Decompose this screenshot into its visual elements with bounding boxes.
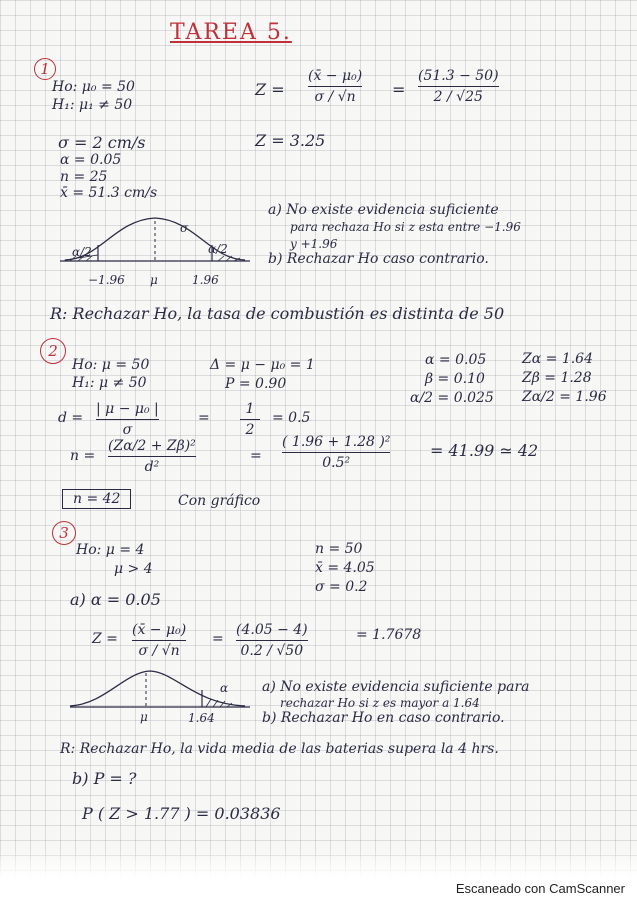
p2-d-lhs: d = (58, 410, 84, 426)
p3-z-substituted (236, 622, 308, 659)
p1-z-numerator-values: (51.3 − 50) (418, 68, 499, 84)
p3-curve-tick: 1.64 (188, 711, 215, 725)
p3-z-formula (132, 622, 186, 659)
p2-n-lhs: n = (70, 448, 96, 464)
p3-z-equals: = (212, 631, 224, 647)
p3-z-denominator: σ / √n (138, 643, 180, 659)
p2-delta: Δ = μ − μ₀ = 1 (210, 357, 315, 373)
p2-null-hypothesis: Ho: μ = 50 (72, 357, 150, 373)
p1-alt-hypothesis: H₁: μ₁ ≠ 50 (52, 97, 133, 113)
p3-z-result: = 1.7678 (356, 627, 422, 643)
p1-z-equals: = (392, 80, 406, 99)
p2-n-numerator-values: ( 1.96 + 1.28 )² (282, 434, 391, 450)
p1-n: n = 25 (60, 169, 108, 185)
p3-z-numerator-values: (4.05 − 4) (236, 622, 308, 638)
p3-xbar: x̄ = 4.05 (315, 560, 375, 576)
p1-z-substituted (418, 68, 499, 105)
p3-rule-b: b) Rechazar Ho en caso contrario. (262, 710, 505, 726)
p2-beta: β = 0.10 (425, 371, 485, 387)
p2-d-numerator: | μ − μ₀ | (96, 401, 159, 417)
p3-rule-a-line1: a) No existe evidencia suficiente para (262, 679, 530, 695)
p1-rule-b: b) Rechazar Ho caso contrario. (268, 251, 489, 267)
p3-z-denominator-values: 0.2 / √50 (240, 643, 304, 659)
p1-z-lhs: Z = (255, 80, 285, 99)
p1-rule-a-line3: y +1.96 (290, 237, 338, 251)
p1-z-formula (308, 68, 362, 105)
p3-conclusion: R: Rechazar Ho, la vida media de las baterias supera la 4 hrs. (60, 741, 499, 757)
p3-rule-a-line2: rechazar Ho si z es mayor a 1.64 (280, 696, 480, 710)
p2-n-numerator: (Zα/2 + Zβ)² (108, 438, 196, 454)
p1-alpha: α = 0.05 (60, 152, 122, 168)
p2-n-denominator: d² (144, 459, 160, 475)
p1-curve-sigma-label: σ (180, 221, 189, 235)
p2-z-alpha: Zα = 1.64 (522, 351, 593, 367)
page-title: TAREA 5. (170, 20, 292, 45)
p2-n-formula (108, 438, 196, 475)
p2-d-denominator: σ (122, 422, 133, 438)
p1-z-numerator: (x̄ − μ₀) (308, 68, 363, 84)
p3-z-lhs: Z = (92, 631, 118, 647)
p2-alpha-half: α/2 = 0.025 (410, 390, 494, 406)
p3-null-hypothesis: Ho: μ = 4 (76, 542, 145, 558)
p2-power: P = 0.90 (225, 376, 287, 392)
p2-z-alpha-half: Zα/2 = 1.96 (522, 389, 607, 405)
p2-n-result: = 41.99 ≃ 42 (430, 441, 539, 460)
p2-n-denominator-value: 0.5² (322, 455, 351, 471)
p1-z-denominator: σ / √n (314, 89, 356, 105)
p2-n-equals: = (250, 448, 262, 464)
p2-n-substituted (282, 434, 390, 471)
p3-sigma: σ = 0.2 (315, 579, 368, 595)
p3-z-numerator: (x̄ − μ₀) (132, 622, 187, 638)
p1-sigma: σ = 2 cm/s (58, 133, 146, 152)
p1-xbar: x̄ = 51.3 cm/s (60, 185, 158, 201)
p2-z-beta: Zβ = 1.28 (522, 370, 592, 386)
problem-1-number: 1 (34, 58, 56, 80)
p3-part-a-alpha: a) α = 0.05 (70, 590, 161, 609)
p3-curve-mu: μ (140, 710, 148, 724)
p3-curve-alpha-label: α (220, 681, 229, 695)
p1-curve-left-tail-label: α/2 (72, 245, 92, 259)
p2-d-equals: = (198, 410, 210, 426)
p1-conclusion: R: Rechazar Ho, la tasa de combustión es distinta de 50 (50, 304, 505, 323)
p2-alt-hypothesis: H₁: μ ≠ 50 (72, 375, 147, 391)
p2-d-numerator-value: 1 (245, 401, 255, 417)
p1-curve-right-tick: 1.96 (192, 273, 219, 287)
p2-d-result: = 0.5 (272, 410, 311, 426)
problem-3-number: 3 (52, 521, 76, 545)
scanner-watermark: Escaneado con CamScanner (455, 881, 625, 896)
p3-probability: P ( Z > 1.77 ) = 0.03836 (82, 804, 281, 823)
problem-2-number: 2 (40, 338, 66, 364)
p1-curve-left-tick: −1.96 (88, 273, 125, 287)
p1-curve-right-tail-label: α/2 (208, 242, 228, 256)
scanner-footer (0, 878, 637, 899)
p3-alt-hypothesis: μ > 4 (114, 561, 153, 577)
p1-rule-a-line1: a) No existe evidencia suficiente (268, 202, 499, 218)
p1-rule-a-line2: para rechaza Ho si z esta entre −1.96 (290, 220, 521, 234)
p2-d-substituted (240, 401, 260, 438)
p2-n-note: Con gráfico (178, 493, 261, 509)
p2-d-formula (96, 401, 159, 438)
p3-part-b-label: b) P = ? (72, 769, 137, 788)
p2-alpha: α = 0.05 (425, 352, 487, 368)
p3-n: n = 50 (315, 541, 363, 557)
p1-z-denominator-values: 2 / √25 (433, 89, 483, 105)
p1-null-hypothesis: Ho: μ₀ = 50 (52, 79, 135, 95)
p2-n-boxed-answer: n = 42 (62, 489, 131, 509)
p2-d-denominator-value: 2 (245, 422, 255, 438)
p1-curve-mu: μ (150, 273, 158, 287)
p1-z-value: Z = 3.25 (255, 131, 326, 150)
